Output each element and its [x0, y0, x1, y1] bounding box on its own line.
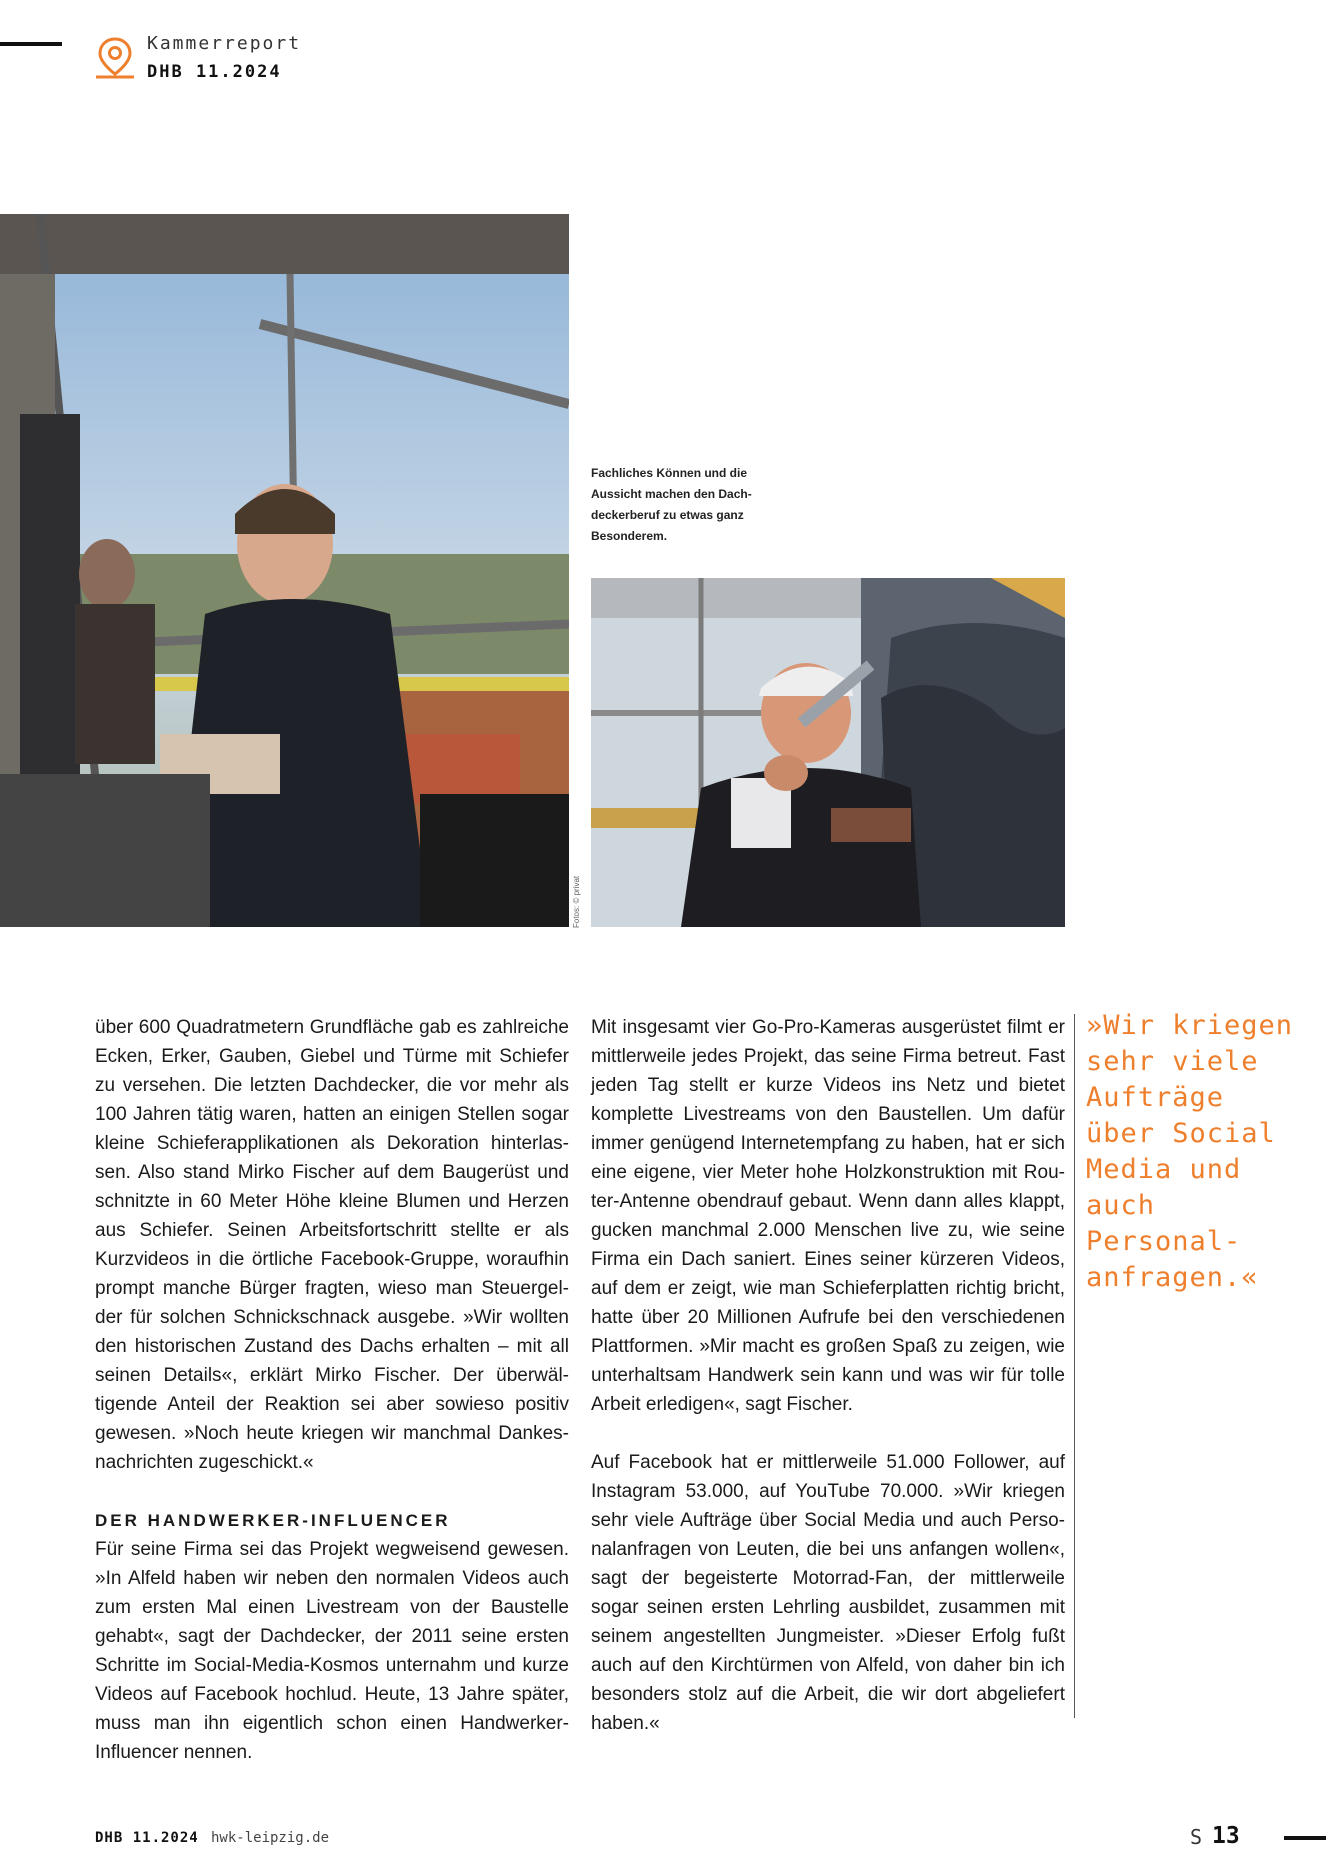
article-paragraph: über 600 Quadratmetern Grundfläche gab es zahlreiche Ecken, Erker, Gauben, Giebel und Türme mit Schiefer zu versehen. Die letzten Dachdecker, die vor mehr als 100 Jahren tätig waren, hatten an einigen Stellen sogar kleine Schieferapplikationen als Dekoration hinterlas-sen. Also stand Mirko Fischer auf dem Baugerüst und schnitzte in 60 Meter Höhe kleine Blumen und Herzen aus Schiefer. Seinen Arbeitsfortschritt stellte er als Kurzvideos in die örtliche Facebook-Gruppe, woraufhin prompt manche Bürger fragten, wieso man Steuergel-der für solchen Schnickschnack ausgebe. »Wir wollten den historischen Zustand des Dachs erhalten – mit all seinen Details«, erklärt Mirko Fischer. Der überwäl-tigende Anteil der Reaktion sei aber sowieso positiv gewesen. »Noch heute kriegen wir manchmal Dankes-nachrichten zugeschickt.« [95, 1017, 569, 1473]
article-column-2 [591, 1013, 1065, 1738]
page-prefix: S [1190, 1825, 1203, 1849]
bottom-rule [1284, 1836, 1326, 1840]
section-kicker: Kammerreport [147, 33, 302, 54]
footer-url[interactable]: hwk-leipzig.de [211, 1830, 330, 1846]
article-column-1 [95, 1013, 569, 1767]
subhead: DER HANDWERKER-INFLUENCER [95, 1511, 451, 1530]
top-rule [0, 42, 62, 46]
article-paragraph: Für seine Firma sei das Projekt wegweisend gewesen. »In Alfeld haben wir neben den normalen Videos auch zum ersten Mal einen Livestream von der Baustelle gehabt«, sagt der Dachdecker, der 2011 seine ersten Schritte im Social-Media-Kosmos unternahm und kurze Videos auf Facebook hochlud. Heute, 13 Jahre später, muss man ihn eigentlich schon einen Handwerker-Influencer nennen. [95, 1539, 569, 1763]
pullquote: »Wir kriegen sehr viele Aufträge über Social Media und auch Personal-anfragen.« [1086, 1010, 1294, 1293]
photo-credit: Fotos: © privat [572, 875, 581, 928]
photo-two-roofers-scaffold [0, 214, 569, 927]
footer-issue: DHB 11.2024 [95, 1830, 199, 1846]
location-pin-icon [94, 36, 136, 80]
article-paragraph: Mit insgesamt vier Go-Pro-Kameras ausgerüstet filmt er mittlerweile jedes Projekt, das seine Firma betreut. Fast jeden Tag stellt er kurze Videos ins Netz und bietet komplette Livestreams von den Baustellen. Um dafür immer genügend Internetempfang zu haben, hat er sich eine eigene, vier Meter hohe Holzkonstruktion mit Rou-ter-Antenne obendrauf gebaut. Wenn dann alles klappt, gucken manchmal 2.000 Menschen live zu, wie seine Firma ein Dach saniert. Eines seiner kürzeren Videos, auf dem er zeigt, wie man Schieferplatten richtig bricht, hatte über 20 Millionen Aufrufe bei den verschiedenen Plattformen. »Mir macht es großen Spaß zu zeigen, wie unterhaltsam Handwerk sein kann und was wir für tolle Arbeit erledigen«, sagt Fischer. [591, 1017, 1065, 1415]
article-paragraph: Auf Facebook hat er mittlerweile 51.000 Follower, auf Instagram 53.000, auf YouTube 70.000. »Wir kriegen sehr viele Aufträge über Social Media und auch Perso-nalanfragen von Leuten, die bei uns anfangen wollen«, sagt der begeisterte Motorrad-Fan, der mittlerweile sogar seinen ersten Lehrling ausbildet, zusammen mit seinem angestellten Jungmeister. »Dieser Erfolg fußt auch auf den Kirchtürmen von Alfeld, von daher bin ich besonders stolz auf die Arbeit, die wir dort abgeliefert haben.« [591, 1452, 1065, 1734]
issue-label: DHB 11.2024 [147, 62, 282, 82]
photo-roofer-slate-hammer [591, 578, 1065, 927]
photo-caption: Fachliches Können und die Aussicht machen den Dach-deckerberuf zu etwas ganz Besonderem. [591, 466, 752, 543]
page-number: 13 [1212, 1823, 1240, 1849]
pullquote-divider [1074, 1014, 1075, 1718]
